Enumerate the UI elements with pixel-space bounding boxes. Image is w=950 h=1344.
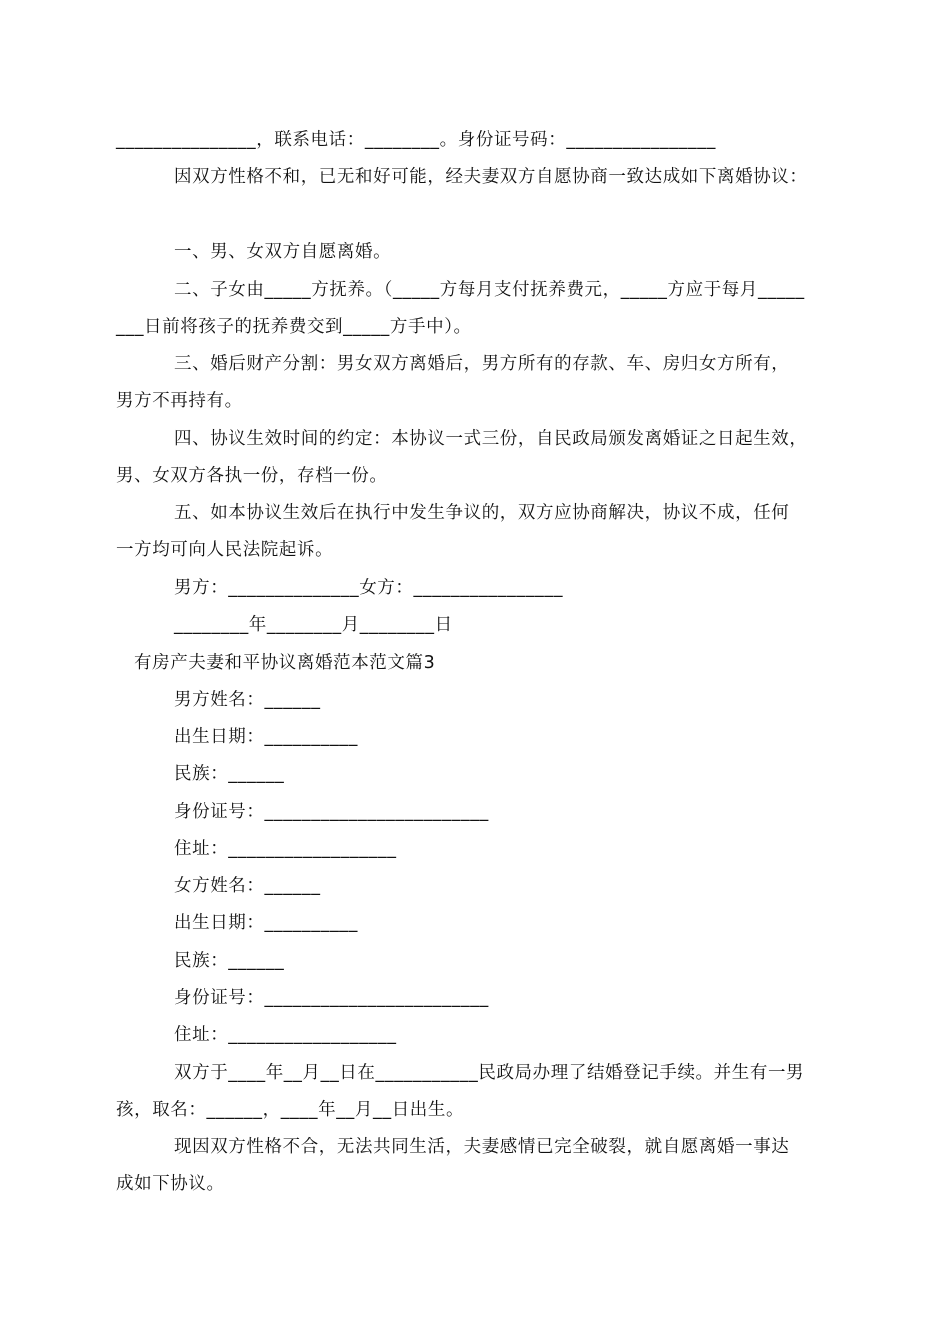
- male-ethnicity-field: 民族：______: [174, 764, 285, 784]
- clause-4-line-2: 男、女双方各执一份，存档一份。: [116, 466, 388, 486]
- female-address-field: 住址：__________________: [174, 1025, 397, 1045]
- female-birthdate-field: 出生日期：__________: [174, 913, 358, 933]
- reason-line-1: 现因双方性格不合，无法共同生活，夫妻感情已完全破裂，就自愿离婚一事达: [174, 1137, 790, 1157]
- reason-line-2: 成如下协议。: [116, 1174, 225, 1194]
- marriage-info-line-1: 双方于____年__月__日在___________民政局办理了结婚登记手续。并生有一男: [174, 1063, 805, 1083]
- contact-info-line: _______________，联系电话：________。身份证号码：________________: [116, 130, 716, 150]
- male-id-field: 身份证号：________________________: [174, 802, 489, 822]
- female-id-field: 身份证号：________________________: [174, 988, 489, 1008]
- clause-3-line-1: 三、婚后财产分割：男女双方离婚后，男方所有的存款、车、房归女方所有，: [174, 354, 790, 374]
- clause-5-line-1: 五、如本协议生效后在执行中发生争议的，双方应协商解决，协议不成，任何: [174, 503, 790, 523]
- clause-3-line-2: 男方不再持有。: [116, 391, 243, 411]
- clause-4-line-1: 四、协议生效时间的约定：本协议一式三份，自民政局颁发离婚证之日起生效，: [174, 429, 808, 449]
- date-line: ________年________月________日: [174, 615, 453, 635]
- signature-line: 男方：______________女方：________________: [174, 578, 564, 598]
- preamble-paragraph: 因双方性格不和，已无和好可能，经夫妻双方自愿协商一致达成如下离婚协议：: [174, 167, 808, 187]
- male-name-field: 男方姓名：______: [174, 690, 321, 710]
- male-address-field: 住址：__________________: [174, 839, 397, 859]
- marriage-info-line-2: 孩，取名：______，____年__月__日出生。: [116, 1100, 465, 1120]
- clause-2-line-2: ___日前将孩子的抚养费交到_____方手中）。: [116, 317, 472, 337]
- clause-5-line-2: 一方均可向人民法院起诉。: [116, 540, 334, 560]
- section-title: 有房产夫妻和平协议离婚范本范文篇3: [134, 653, 436, 673]
- male-birthdate-field: 出生日期：__________: [174, 727, 358, 747]
- female-name-field: 女方姓名：______: [174, 876, 321, 896]
- female-ethnicity-field: 民族：______: [174, 951, 285, 971]
- clause-1: 一、男、女双方自愿离婚。: [174, 242, 392, 262]
- clause-2-line-1: 二、子女由_____方抚养。（_____方每月支付抚养费元，_____方应于每月_____: [174, 280, 805, 300]
